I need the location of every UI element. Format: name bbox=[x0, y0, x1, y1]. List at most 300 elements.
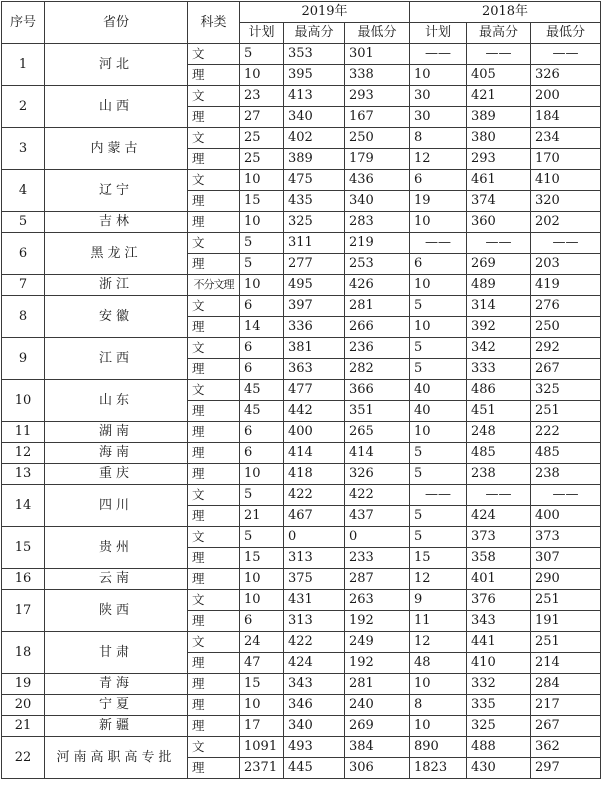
category-cell: 文 bbox=[188, 296, 240, 317]
header-category: 科类 bbox=[188, 2, 240, 44]
header-max-2018: 最高分 bbox=[467, 23, 531, 44]
plan-2018-cell: 1823 bbox=[410, 758, 467, 779]
min-2019-cell: 282 bbox=[345, 359, 410, 380]
min-2019-cell: 265 bbox=[345, 422, 410, 443]
max-2019-cell: 336 bbox=[284, 317, 345, 338]
min-2019-cell: 366 bbox=[345, 380, 410, 401]
plan-2018-cell: —— bbox=[410, 485, 467, 506]
max-2018-cell: 410 bbox=[467, 653, 531, 674]
min-2019-cell: 179 bbox=[345, 149, 410, 170]
min-2018-cell: 325 bbox=[531, 380, 601, 401]
province-cell: 辽宁 bbox=[45, 170, 188, 212]
min-2018-cell: 362 bbox=[531, 737, 601, 758]
max-2019-cell: 418 bbox=[284, 464, 345, 485]
max-2018-cell: 342 bbox=[467, 338, 531, 359]
category-cell: 理 bbox=[188, 401, 240, 422]
header-min-2019: 最低分 bbox=[345, 23, 410, 44]
category-cell: 文 bbox=[188, 485, 240, 506]
max-2018-cell: 335 bbox=[467, 695, 531, 716]
table-row bbox=[2, 590, 601, 611]
plan-2018-cell: 8 bbox=[410, 695, 467, 716]
min-2019-cell: 240 bbox=[345, 695, 410, 716]
row-index-cell: 13 bbox=[2, 464, 45, 485]
plan-2018-cell: 12 bbox=[410, 632, 467, 653]
table-row bbox=[2, 233, 601, 254]
plan-2018-cell: 5 bbox=[410, 443, 467, 464]
min-2018-cell: 400 bbox=[531, 506, 601, 527]
max-2018-cell: 293 bbox=[467, 149, 531, 170]
min-2018-cell: 202 bbox=[531, 212, 601, 233]
min-2018-cell: 170 bbox=[531, 149, 601, 170]
row-index-cell: 12 bbox=[2, 443, 45, 464]
province-cell: 河北 bbox=[45, 44, 188, 86]
max-2019-cell: 424 bbox=[284, 653, 345, 674]
category-cell: 理 bbox=[188, 653, 240, 674]
category-cell: 理 bbox=[188, 107, 240, 128]
min-2018-cell: 276 bbox=[531, 296, 601, 317]
plan-2018-cell: 9 bbox=[410, 590, 467, 611]
category-cell: 理 bbox=[188, 569, 240, 590]
header-plan-2018: 计划 bbox=[410, 23, 467, 44]
max-2018-cell: —— bbox=[467, 233, 531, 254]
max-2019-cell: 493 bbox=[284, 737, 345, 758]
row-index-cell: 15 bbox=[2, 527, 45, 569]
row-index-cell: 10 bbox=[2, 380, 45, 422]
max-2018-cell: —— bbox=[467, 44, 531, 65]
min-2019-cell: 436 bbox=[345, 170, 410, 191]
row-index-cell: 22 bbox=[2, 737, 45, 779]
plan-2019-cell: 25 bbox=[240, 149, 284, 170]
max-2018-cell: 314 bbox=[467, 296, 531, 317]
category-cell: 理 bbox=[188, 548, 240, 569]
min-2019-cell: 253 bbox=[345, 254, 410, 275]
max-2018-cell: 238 bbox=[467, 464, 531, 485]
plan-2018-cell: 10 bbox=[410, 212, 467, 233]
plan-2018-cell: 8 bbox=[410, 128, 467, 149]
category-cell: 文 bbox=[188, 44, 240, 65]
max-2018-cell: 389 bbox=[467, 107, 531, 128]
row-index-cell: 21 bbox=[2, 716, 45, 737]
category-cell: 文 bbox=[188, 338, 240, 359]
category-cell: 文 bbox=[188, 380, 240, 401]
min-2018-cell: 238 bbox=[531, 464, 601, 485]
plan-2019-cell: 10 bbox=[240, 212, 284, 233]
max-2019-cell: 0 bbox=[284, 527, 345, 548]
plan-2019-cell: 27 bbox=[240, 107, 284, 128]
category-cell: 理 bbox=[188, 191, 240, 212]
table-row bbox=[2, 338, 601, 359]
plan-2019-cell: 24 bbox=[240, 632, 284, 653]
plan-2019-cell: 5 bbox=[240, 527, 284, 548]
category-cell: 理 bbox=[188, 674, 240, 695]
table-row bbox=[2, 86, 601, 107]
plan-2018-cell: 10 bbox=[410, 65, 467, 86]
table-row bbox=[2, 212, 601, 233]
row-index-cell: 3 bbox=[2, 128, 45, 170]
table-row bbox=[2, 422, 601, 443]
max-2019-cell: 340 bbox=[284, 107, 345, 128]
category-cell: 理 bbox=[188, 317, 240, 338]
plan-2019-cell: 10 bbox=[240, 590, 284, 611]
min-2018-cell: 267 bbox=[531, 716, 601, 737]
plan-2018-cell: 5 bbox=[410, 296, 467, 317]
min-2018-cell: 326 bbox=[531, 65, 601, 86]
table-row bbox=[2, 275, 601, 296]
max-2018-cell: 488 bbox=[467, 737, 531, 758]
max-2019-cell: 375 bbox=[284, 569, 345, 590]
plan-2018-cell: 11 bbox=[410, 611, 467, 632]
table-row bbox=[2, 464, 601, 485]
min-2019-cell: 167 bbox=[345, 107, 410, 128]
category-cell: 文 bbox=[188, 632, 240, 653]
table-row bbox=[2, 128, 601, 149]
min-2019-cell: 422 bbox=[345, 485, 410, 506]
category-cell: 理 bbox=[188, 65, 240, 86]
max-2019-cell: 353 bbox=[284, 44, 345, 65]
plan-2018-cell: 30 bbox=[410, 107, 467, 128]
plan-2019-cell: 5 bbox=[240, 44, 284, 65]
max-2019-cell: 495 bbox=[284, 275, 345, 296]
max-2019-cell: 414 bbox=[284, 443, 345, 464]
header-max-2019: 最高分 bbox=[284, 23, 345, 44]
max-2019-cell: 445 bbox=[284, 758, 345, 779]
min-2019-cell: 293 bbox=[345, 86, 410, 107]
plan-2018-cell: 10 bbox=[410, 317, 467, 338]
category-cell: 理 bbox=[188, 149, 240, 170]
plan-2019-cell: 1091 bbox=[240, 737, 284, 758]
plan-2018-cell: 40 bbox=[410, 401, 467, 422]
table-row bbox=[2, 695, 601, 716]
plan-2019-cell: 45 bbox=[240, 380, 284, 401]
plan-2018-cell: 19 bbox=[410, 191, 467, 212]
header-index: 序号 bbox=[2, 2, 45, 44]
table-row bbox=[2, 380, 601, 401]
max-2019-cell: 389 bbox=[284, 149, 345, 170]
max-2019-cell: 422 bbox=[284, 632, 345, 653]
province-cell: 江西 bbox=[45, 338, 188, 380]
category-cell: 理 bbox=[188, 443, 240, 464]
max-2018-cell: 376 bbox=[467, 590, 531, 611]
min-2018-cell: 290 bbox=[531, 569, 601, 590]
plan-2019-cell: 5 bbox=[240, 233, 284, 254]
min-2018-cell: 251 bbox=[531, 401, 601, 422]
min-2018-cell: 214 bbox=[531, 653, 601, 674]
province-cell: 青海 bbox=[45, 674, 188, 695]
max-2018-cell: 269 bbox=[467, 254, 531, 275]
plan-2019-cell: 10 bbox=[240, 65, 284, 86]
plan-2019-cell: 15 bbox=[240, 548, 284, 569]
min-2019-cell: 283 bbox=[345, 212, 410, 233]
table-row bbox=[2, 44, 601, 65]
min-2019-cell: 233 bbox=[345, 548, 410, 569]
plan-2019-cell: 25 bbox=[240, 128, 284, 149]
table-row bbox=[2, 443, 601, 464]
province-cell: 浙江 bbox=[45, 275, 188, 296]
plan-2018-cell: 10 bbox=[410, 674, 467, 695]
min-2018-cell: 251 bbox=[531, 632, 601, 653]
plan-2019-cell: 10 bbox=[240, 464, 284, 485]
province-cell: 海南 bbox=[45, 443, 188, 464]
header-min-2018: 最低分 bbox=[531, 23, 601, 44]
max-2018-cell: 424 bbox=[467, 506, 531, 527]
table-row bbox=[2, 569, 601, 590]
plan-2018-cell: —— bbox=[410, 44, 467, 65]
max-2019-cell: 381 bbox=[284, 338, 345, 359]
min-2018-cell: 292 bbox=[531, 338, 601, 359]
min-2018-cell: 203 bbox=[531, 254, 601, 275]
table-row bbox=[2, 632, 601, 653]
row-index-cell: 20 bbox=[2, 695, 45, 716]
plan-2018-cell: 6 bbox=[410, 254, 467, 275]
plan-2019-cell: 14 bbox=[240, 317, 284, 338]
province-cell: 山西 bbox=[45, 86, 188, 128]
plan-2018-cell: 40 bbox=[410, 380, 467, 401]
province-cell: 甘肃 bbox=[45, 632, 188, 674]
min-2018-cell: —— bbox=[531, 44, 601, 65]
plan-2018-cell: 890 bbox=[410, 737, 467, 758]
row-index-cell: 2 bbox=[2, 86, 45, 128]
max-2018-cell: 489 bbox=[467, 275, 531, 296]
plan-2019-cell: 23 bbox=[240, 86, 284, 107]
header-year-2018: 2018年 bbox=[410, 2, 601, 23]
plan-2019-cell: 47 bbox=[240, 653, 284, 674]
category-cell: 不分文理 bbox=[188, 275, 240, 296]
table-row bbox=[2, 737, 601, 758]
max-2018-cell: 358 bbox=[467, 548, 531, 569]
max-2018-cell: 380 bbox=[467, 128, 531, 149]
province-cell: 河南高职高专批 bbox=[45, 737, 188, 779]
plan-2018-cell: 5 bbox=[410, 338, 467, 359]
min-2018-cell: 250 bbox=[531, 317, 601, 338]
row-index-cell: 4 bbox=[2, 170, 45, 212]
max-2019-cell: 422 bbox=[284, 485, 345, 506]
category-cell: 理 bbox=[188, 716, 240, 737]
max-2019-cell: 395 bbox=[284, 65, 345, 86]
row-index-cell: 6 bbox=[2, 233, 45, 275]
min-2019-cell: 269 bbox=[345, 716, 410, 737]
plan-2019-cell: 6 bbox=[240, 296, 284, 317]
row-index-cell: 9 bbox=[2, 338, 45, 380]
category-cell: 文 bbox=[188, 527, 240, 548]
min-2019-cell: 192 bbox=[345, 653, 410, 674]
max-2019-cell: 431 bbox=[284, 590, 345, 611]
plan-2018-cell: 10 bbox=[410, 422, 467, 443]
min-2018-cell: 320 bbox=[531, 191, 601, 212]
plan-2018-cell: 5 bbox=[410, 464, 467, 485]
row-index-cell: 18 bbox=[2, 632, 45, 674]
max-2019-cell: 435 bbox=[284, 191, 345, 212]
plan-2019-cell: 6 bbox=[240, 611, 284, 632]
row-index-cell: 1 bbox=[2, 44, 45, 86]
category-cell: 理 bbox=[188, 359, 240, 380]
province-cell: 云南 bbox=[45, 569, 188, 590]
plan-2018-cell: 6 bbox=[410, 170, 467, 191]
max-2019-cell: 397 bbox=[284, 296, 345, 317]
category-cell: 理 bbox=[188, 695, 240, 716]
min-2019-cell: 236 bbox=[345, 338, 410, 359]
plan-2018-cell: —— bbox=[410, 233, 467, 254]
province-cell: 黑龙江 bbox=[45, 233, 188, 275]
plan-2018-cell: 12 bbox=[410, 149, 467, 170]
category-cell: 文 bbox=[188, 590, 240, 611]
province-cell: 山东 bbox=[45, 380, 188, 422]
max-2019-cell: 311 bbox=[284, 233, 345, 254]
min-2019-cell: 192 bbox=[345, 611, 410, 632]
min-2018-cell: —— bbox=[531, 485, 601, 506]
category-cell: 理 bbox=[188, 464, 240, 485]
province-cell: 吉林 bbox=[45, 212, 188, 233]
max-2019-cell: 475 bbox=[284, 170, 345, 191]
max-2019-cell: 442 bbox=[284, 401, 345, 422]
province-cell: 新疆 bbox=[45, 716, 188, 737]
max-2019-cell: 343 bbox=[284, 674, 345, 695]
row-index-cell: 11 bbox=[2, 422, 45, 443]
province-cell: 重庆 bbox=[45, 464, 188, 485]
plan-2019-cell: 15 bbox=[240, 674, 284, 695]
plan-2018-cell: 12 bbox=[410, 569, 467, 590]
min-2018-cell: 485 bbox=[531, 443, 601, 464]
admissions-table bbox=[1, 1, 601, 779]
min-2018-cell: 191 bbox=[531, 611, 601, 632]
plan-2019-cell: 10 bbox=[240, 695, 284, 716]
plan-2018-cell: 5 bbox=[410, 527, 467, 548]
row-index-cell: 19 bbox=[2, 674, 45, 695]
category-cell: 文 bbox=[188, 170, 240, 191]
category-cell: 理 bbox=[188, 422, 240, 443]
province-cell: 陕西 bbox=[45, 590, 188, 632]
min-2019-cell: 437 bbox=[345, 506, 410, 527]
category-cell: 理 bbox=[188, 611, 240, 632]
table-row bbox=[2, 716, 601, 737]
max-2018-cell: 461 bbox=[467, 170, 531, 191]
min-2018-cell: 217 bbox=[531, 695, 601, 716]
table-row bbox=[2, 527, 601, 548]
max-2019-cell: 313 bbox=[284, 548, 345, 569]
category-cell: 文 bbox=[188, 737, 240, 758]
max-2018-cell: 374 bbox=[467, 191, 531, 212]
min-2019-cell: 263 bbox=[345, 590, 410, 611]
plan-2018-cell: 15 bbox=[410, 548, 467, 569]
plan-2019-cell: 5 bbox=[240, 254, 284, 275]
min-2019-cell: 414 bbox=[345, 443, 410, 464]
plan-2019-cell: 6 bbox=[240, 422, 284, 443]
category-cell: 文 bbox=[188, 128, 240, 149]
plan-2018-cell: 10 bbox=[410, 716, 467, 737]
min-2018-cell: 184 bbox=[531, 107, 601, 128]
max-2019-cell: 400 bbox=[284, 422, 345, 443]
min-2018-cell: 284 bbox=[531, 674, 601, 695]
max-2018-cell: 401 bbox=[467, 569, 531, 590]
plan-2019-cell: 6 bbox=[240, 359, 284, 380]
province-cell: 湖南 bbox=[45, 422, 188, 443]
min-2018-cell: 419 bbox=[531, 275, 601, 296]
min-2018-cell: 200 bbox=[531, 86, 601, 107]
min-2019-cell: 338 bbox=[345, 65, 410, 86]
min-2019-cell: 301 bbox=[345, 44, 410, 65]
category-cell: 理 bbox=[188, 254, 240, 275]
category-cell: 文 bbox=[188, 86, 240, 107]
max-2018-cell: 360 bbox=[467, 212, 531, 233]
max-2018-cell: 373 bbox=[467, 527, 531, 548]
plan-2019-cell: 10 bbox=[240, 569, 284, 590]
plan-2018-cell: 5 bbox=[410, 506, 467, 527]
max-2018-cell: 486 bbox=[467, 380, 531, 401]
plan-2019-cell: 10 bbox=[240, 275, 284, 296]
min-2018-cell: 267 bbox=[531, 359, 601, 380]
max-2019-cell: 477 bbox=[284, 380, 345, 401]
max-2019-cell: 413 bbox=[284, 86, 345, 107]
min-2019-cell: 219 bbox=[345, 233, 410, 254]
table-row bbox=[2, 485, 601, 506]
min-2019-cell: 249 bbox=[345, 632, 410, 653]
max-2019-cell: 346 bbox=[284, 695, 345, 716]
row-index-cell: 16 bbox=[2, 569, 45, 590]
table-row bbox=[2, 296, 601, 317]
min-2019-cell: 281 bbox=[345, 296, 410, 317]
province-cell: 四川 bbox=[45, 485, 188, 527]
min-2018-cell: —— bbox=[531, 233, 601, 254]
row-index-cell: 17 bbox=[2, 590, 45, 632]
min-2019-cell: 326 bbox=[345, 464, 410, 485]
min-2018-cell: 222 bbox=[531, 422, 601, 443]
max-2019-cell: 363 bbox=[284, 359, 345, 380]
plan-2019-cell: 10 bbox=[240, 170, 284, 191]
table-row bbox=[2, 674, 601, 695]
min-2019-cell: 426 bbox=[345, 275, 410, 296]
plan-2018-cell: 5 bbox=[410, 359, 467, 380]
max-2018-cell: 421 bbox=[467, 86, 531, 107]
plan-2019-cell: 6 bbox=[240, 338, 284, 359]
plan-2019-cell: 5 bbox=[240, 485, 284, 506]
max-2018-cell: 248 bbox=[467, 422, 531, 443]
category-cell: 文 bbox=[188, 233, 240, 254]
province-cell: 内蒙古 bbox=[45, 128, 188, 170]
max-2018-cell: —— bbox=[467, 485, 531, 506]
plan-2018-cell: 48 bbox=[410, 653, 467, 674]
category-cell: 理 bbox=[188, 212, 240, 233]
min-2018-cell: 251 bbox=[531, 590, 601, 611]
max-2018-cell: 441 bbox=[467, 632, 531, 653]
plan-2018-cell: 30 bbox=[410, 86, 467, 107]
plan-2019-cell: 17 bbox=[240, 716, 284, 737]
max-2018-cell: 405 bbox=[467, 65, 531, 86]
max-2019-cell: 340 bbox=[284, 716, 345, 737]
max-2019-cell: 313 bbox=[284, 611, 345, 632]
category-cell: 理 bbox=[188, 758, 240, 779]
min-2018-cell: 297 bbox=[531, 758, 601, 779]
max-2019-cell: 325 bbox=[284, 212, 345, 233]
min-2018-cell: 410 bbox=[531, 170, 601, 191]
max-2018-cell: 333 bbox=[467, 359, 531, 380]
min-2018-cell: 373 bbox=[531, 527, 601, 548]
min-2018-cell: 234 bbox=[531, 128, 601, 149]
max-2018-cell: 451 bbox=[467, 401, 531, 422]
min-2019-cell: 306 bbox=[345, 758, 410, 779]
plan-2019-cell: 6 bbox=[240, 443, 284, 464]
category-cell: 理 bbox=[188, 506, 240, 527]
table-body bbox=[2, 44, 601, 779]
min-2019-cell: 351 bbox=[345, 401, 410, 422]
row-index-cell: 5 bbox=[2, 212, 45, 233]
plan-2019-cell: 15 bbox=[240, 191, 284, 212]
plan-2019-cell: 21 bbox=[240, 506, 284, 527]
plan-2019-cell: 2371 bbox=[240, 758, 284, 779]
max-2019-cell: 277 bbox=[284, 254, 345, 275]
max-2018-cell: 485 bbox=[467, 443, 531, 464]
max-2018-cell: 332 bbox=[467, 674, 531, 695]
max-2018-cell: 430 bbox=[467, 758, 531, 779]
max-2018-cell: 392 bbox=[467, 317, 531, 338]
